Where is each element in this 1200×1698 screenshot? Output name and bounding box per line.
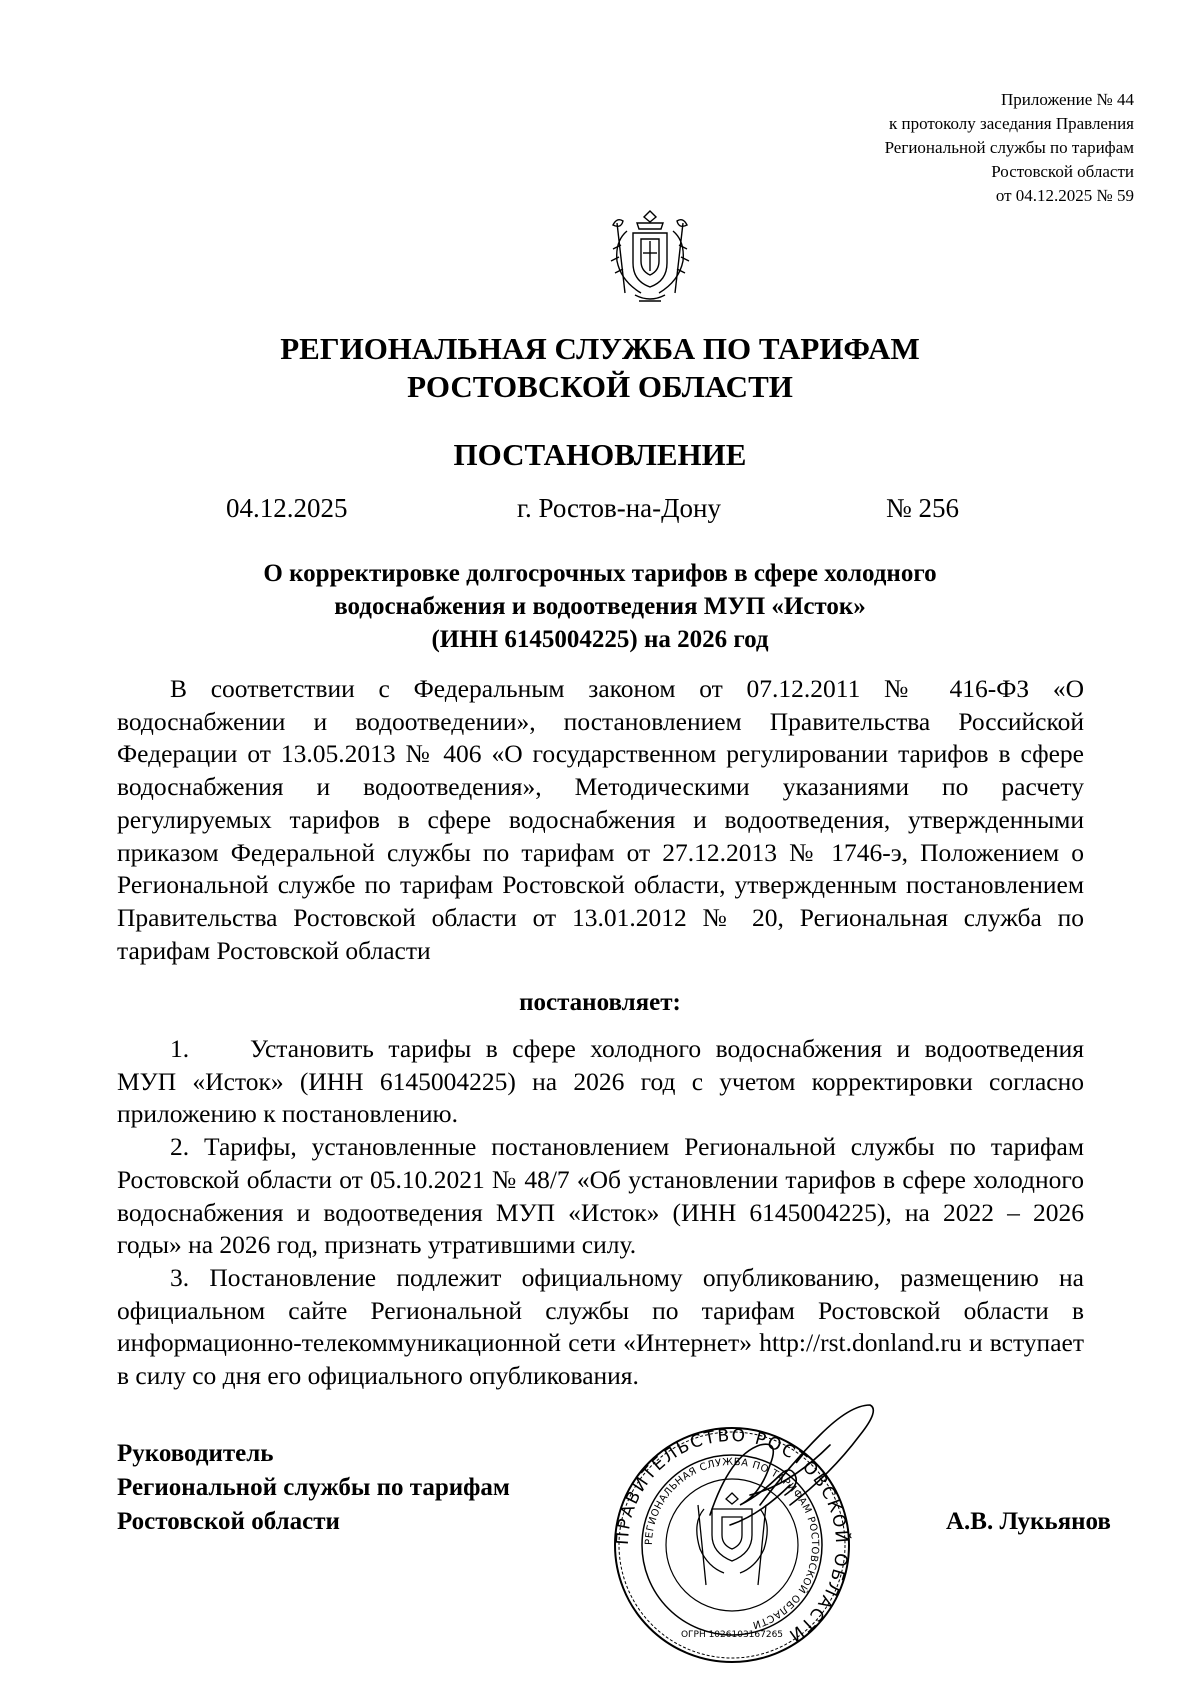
document-date: 04.12.2025: [226, 493, 348, 523]
appendix-line-2: к протоколу заседания Правления: [889, 114, 1134, 133]
subject-line-3: (ИНН 6145004225) на 2026 год: [431, 626, 769, 653]
signer-name: А.В. Лукьянов: [946, 1508, 1111, 1535]
document-type: ПОСТАНОВЛЕНИЕ: [453, 437, 747, 472]
signer-position-line-2: Региональной службы по тарифам: [117, 1474, 510, 1501]
point-1-number: 1.: [170, 1034, 190, 1063]
appendix-line-5: от 04.12.2025 № 59: [995, 186, 1134, 205]
coat-of-arms-icon: [597, 205, 703, 311]
seal-ogrn-text: ОГРН 1026103167265: [680, 1630, 784, 1640]
appendix-line-4: Ростовской области: [991, 162, 1134, 181]
appendix-note: [885, 88, 1134, 208]
signer-position: [117, 1437, 510, 1539]
seal-outer-text: ПРАВИТЕЛЬСТВО РОСТОВСКОЙ ОБЛАСТИ: [612, 1425, 852, 1647]
point-1-text: Установить тарифы в сфере холодного водоснабжения и водоотведения МУП «Исток» (ИНН 6145004225) на 2026 год с учетом корректировки согласно приложению к постановлению.: [117, 1034, 1084, 1129]
point-3: 3. Постановление подлежит официальному опубликованию, размещению на официальном сайте Региональной службы по тарифам Ростовской области в информационно-телекоммуникационной сети «Интернет» http://rst.donland.ru и вступает в силу со дня его официального опубликования.: [117, 1262, 1084, 1391]
point-1: [117, 1033, 1084, 1131]
handwritten-signature-icon: [690, 1395, 890, 1565]
preamble-paragraph: В соответствии с Федеральным законом от 07.12.2011 № 416-ФЗ «О водоснабжении и водоотведении», постановлением Правительства Российской Федерации от 13.05.2013 № 406 «О государственном регулировании тарифов в сфере водоснабжения и водоотведения», Методическими указаниями по расчету регулируемых тарифов в сфере водоснабжения и водоотведения, утвержденными приказом Федеральной службы по тарифам от 27.12.2013 № 1746-э, Положением о Региональной службе по тарифам Ростовской области, утвержденным постановлением Правительства Ростовской области от 13.01.2012 № 20, Региональная служба по тарифам Ростовской области: [117, 674, 1084, 965]
subject-line-2: водоснабжения и водоотведения МУП «Исток»: [334, 593, 866, 620]
organization-title: [0, 330, 1200, 406]
decree-points: [117, 1033, 1084, 1393]
decree-heading: постановляет:: [519, 989, 681, 1016]
signer-position-line-3: Ростовской области: [117, 1508, 340, 1535]
subject-line-1: О корректировке долгосрочных тарифов в сфере холодного: [263, 560, 937, 587]
organization-title-line-1: РЕГИОНАЛЬНАЯ СЛУЖБА ПО ТАРИФАМ: [280, 331, 920, 366]
signer-position-line-1: Руководитель: [117, 1440, 274, 1467]
organization-title-line-2: РОСТОВСКОЙ ОБЛАСТИ: [407, 369, 793, 404]
document-city: г. Ростов-на-Дону: [517, 493, 722, 523]
appendix-line-1: Приложение № 44: [1001, 90, 1134, 109]
seal-inner-text: РЕГИОНАЛЬНАЯ СЛУЖБА ПО ТАРИФАМ РОСТОВСКОЙ ОБЛАСТИ: [643, 1456, 821, 1631]
point-2: 2. Тарифы, установленные постановлением Региональной службы по тарифам Ростовской области от 05.10.2021 № 48/7 «Об установлении тарифов в сфере холодного водоснабжения и водоотведения МУП «Исток» (ИНН 6145004225), на 2022 – 2026 годы» на 2026 год, признать утратившими силу.: [117, 1132, 1084, 1260]
document-subject: [150, 557, 1050, 656]
document-number: № 256: [886, 493, 960, 523]
appendix-line-3: Региональной службы по тарифам: [884, 138, 1134, 157]
